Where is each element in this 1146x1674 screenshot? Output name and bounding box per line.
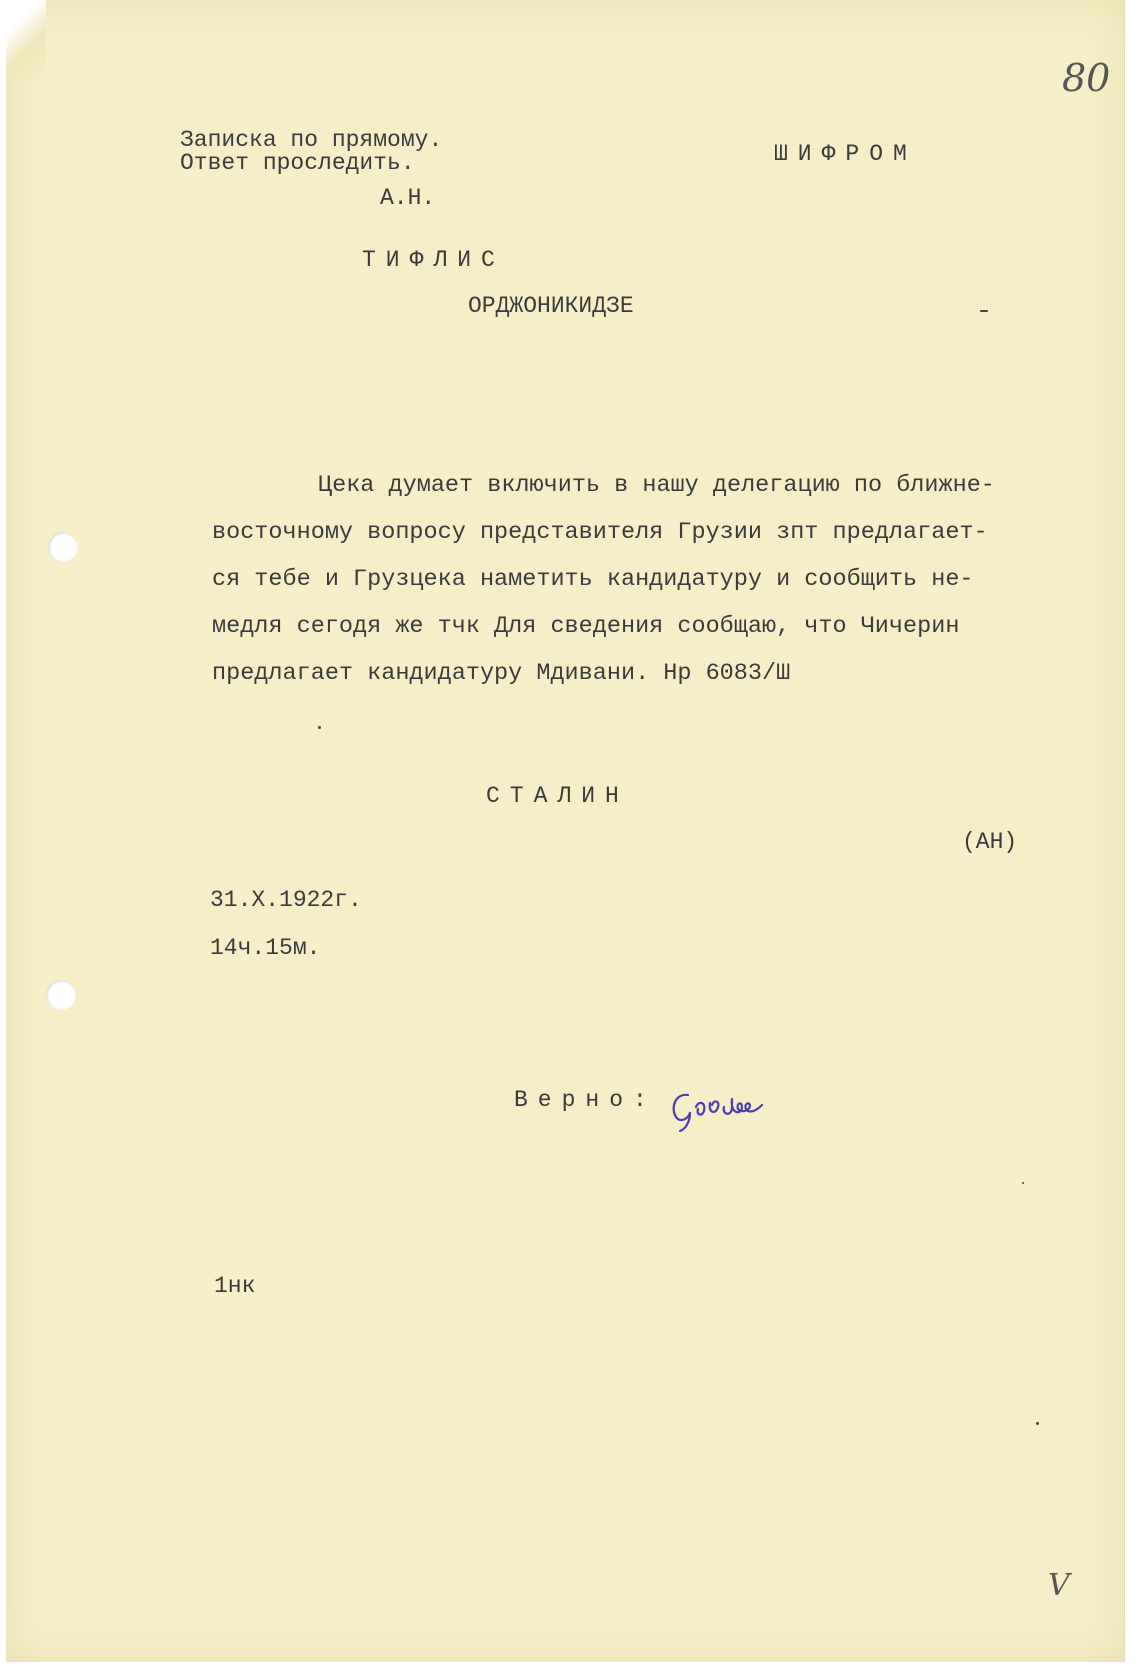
message-body	[212, 462, 1072, 697]
signature	[666, 1085, 796, 1135]
addressee: ОРДЖОНИКИДЗЕ	[468, 293, 634, 319]
punch-hole-bottom	[46, 980, 76, 1010]
sender-name: СТАЛИН	[486, 783, 629, 809]
message-line: медля сегодя же тчк Для сведения сообщаю, что Чичерин	[212, 613, 960, 640]
date: 31.Х.1922г.	[210, 887, 362, 913]
destination-city: ТИФЛИС	[362, 247, 505, 273]
copy-mark: 1нк	[214, 1273, 256, 1299]
time: 14ч.15м.	[210, 935, 321, 961]
verification-label: Верно:	[514, 1087, 657, 1113]
check-mark: V	[1048, 1568, 1070, 1603]
routing-note-initials: А.Н.	[380, 185, 436, 211]
page-number: 80	[1062, 56, 1111, 100]
punch-hole-top	[48, 532, 78, 562]
message-line: предлагает кандидатуру Мдивани. Нр 6083/Ш	[212, 660, 791, 687]
message-line: Цека думает включить в нашу делегацию по ближне-	[318, 472, 995, 499]
ink-speck	[1022, 1182, 1024, 1184]
torn-corner	[6, 0, 46, 80]
message-line: ся тебе и Грузцека наметить кандидатуру и сообщить не-	[212, 566, 974, 593]
routing-note-line2: Ответ проследить.	[180, 150, 415, 176]
routing-note-line1: Записка по прямому.	[180, 127, 443, 153]
cipher-mark: ШИФРОМ	[774, 141, 917, 167]
ink-speck	[980, 310, 988, 312]
ink-speck	[1036, 1422, 1039, 1425]
ink-speck	[318, 726, 321, 729]
operator-initials: (АН)	[962, 829, 1018, 855]
message-line: восточному вопросу представителя Грузии зпт предлагает-	[212, 519, 988, 546]
document-sheet	[6, 0, 1125, 1662]
